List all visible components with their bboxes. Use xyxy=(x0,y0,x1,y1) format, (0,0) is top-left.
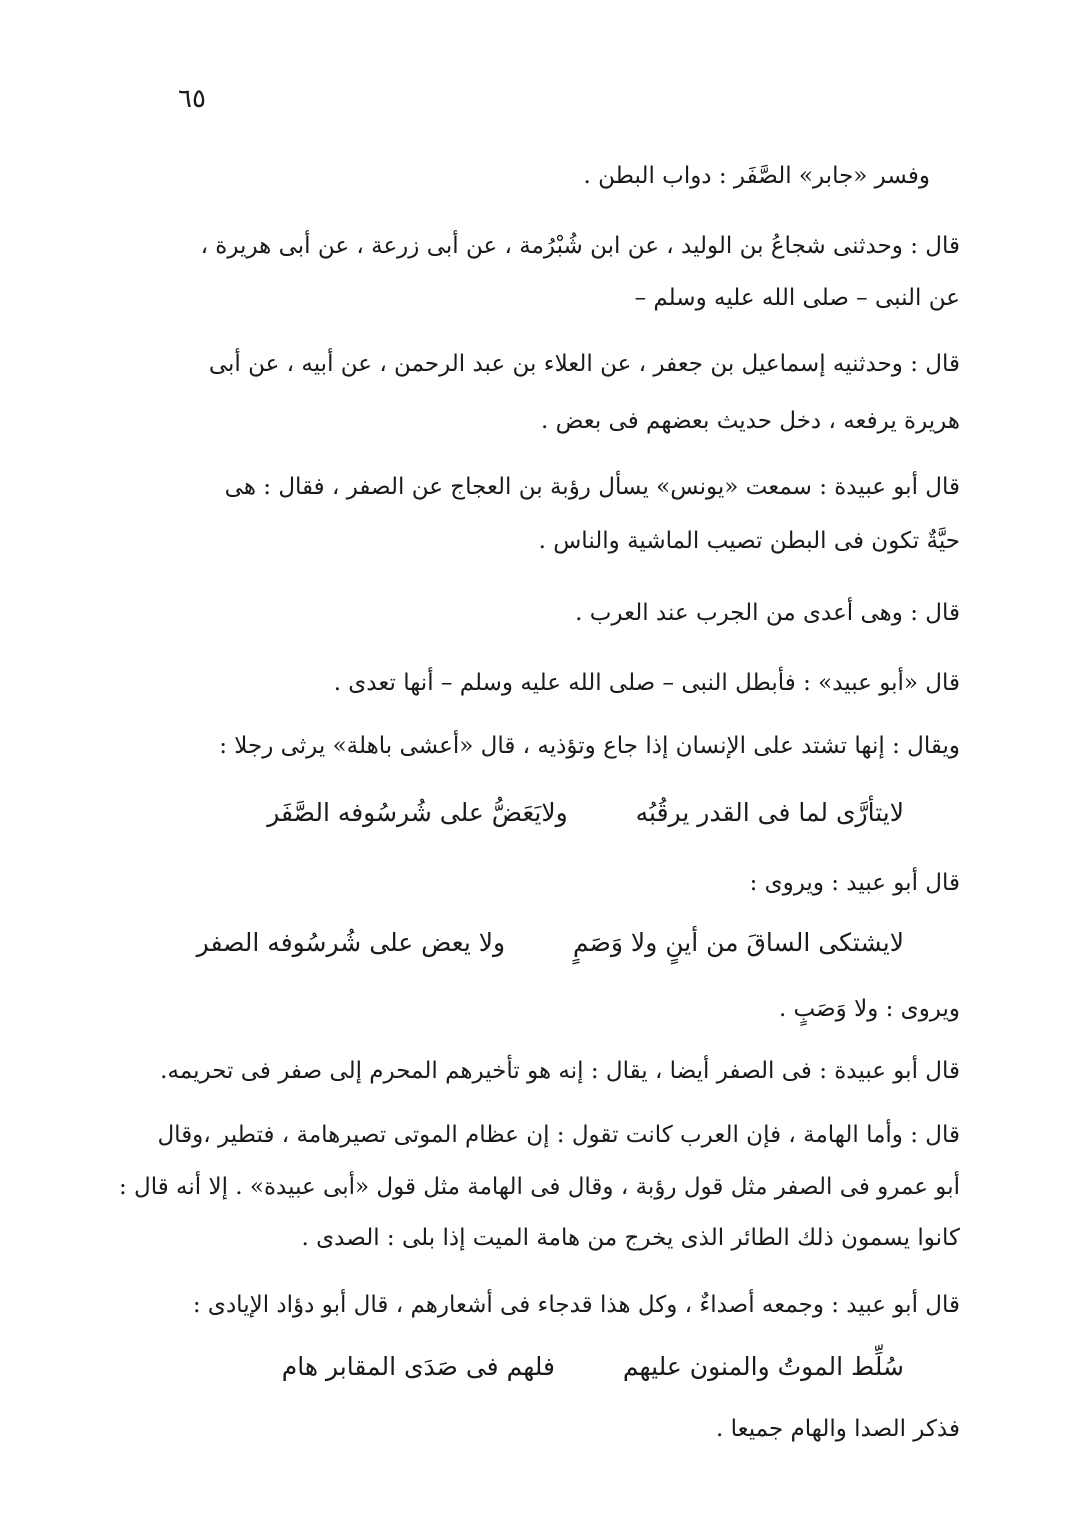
line-after-verse-1: قال أبو عبيد : ويروى : xyxy=(749,870,960,896)
paragraph-4-line-2: حيَّةٌ تكون فى البطن تصيب الماشية والناس . xyxy=(538,528,960,554)
paragraph-10-line-1: قال أبو عبيد : وجمعه أصداءٌ ، وكل هذا قدجاء فى أشعارهم ، قال أبو دؤاد الإيادى : xyxy=(192,1292,960,1318)
paragraph-5-line-1: قال : وهى أعدى من الجرب عند العرب . xyxy=(575,600,960,626)
paragraph-3-line-2: هريرة يرفعه ، دخل حديث بعضهم فى بعض . xyxy=(540,408,960,434)
paragraph-9-line-2: أبو عمرو فى الصفر مثل قول رؤبة ، وقال فى الهامة مثل قول «أبى عبيدة» . إلا أنه قال : xyxy=(118,1174,960,1200)
last-line: فذكر الصدا والهام جميعا . xyxy=(716,1416,960,1442)
paragraph-7-line-1: ويقال : إنها تشتد على الإنسان إذا جاع وتؤذيه ، قال «أعشى باهلة» يرثى رجلا : xyxy=(219,733,960,759)
paragraph-1-line-1: وفسر «جابر» الصَّفَر : دواب البطن . xyxy=(583,163,930,189)
verse-2 xyxy=(197,928,904,957)
verse-3-second-hemistich: فلهم فى صَدَى المقابر هام xyxy=(281,1352,555,1381)
paragraph-9-line-3: كانوا يسمون ذلك الطائر الذى يخرج من هامة الميت إذا بلى : الصدى . xyxy=(301,1225,960,1251)
line-after-verse-2: ويروى : ولا وَصَبٍ . xyxy=(778,996,960,1022)
paragraph-3-line-1: قال : وحدثنيه إسماعيل بن جعفر ، عن العلاء بن عبد الرحمن ، عن أبيه ، عن أبى xyxy=(208,351,960,377)
verse-2-first-hemistich: لايشتكى الساقَ من أينٍ ولا وَصَمٍ xyxy=(573,928,904,957)
paragraph-2-line-1: قال : وحدثنى شجاعُ بن الوليد ، عن ابن شُبْرُمة ، عن أبى زرعة ، عن أبى هريرة ، xyxy=(200,233,960,259)
verse-3-first-hemistich: سُلِّط الموتُ والمنون عليهم xyxy=(622,1352,904,1381)
verse-1-second-hemistich: ولايَعَضُّ على شُرسُوفه الصَّفَر xyxy=(267,798,568,827)
paragraph-2-line-2: عن النبى – صلى الله عليه وسلم – xyxy=(634,285,960,311)
verse-1-first-hemistich: لايتأرَّى لما فى القدر يرقُبُه xyxy=(635,798,904,827)
page-number: ٦٥ xyxy=(178,84,206,114)
paragraph-9-line-1: قال : وأما الهامة ، فإن العرب كانت تقول : إن عظام الموتى تصيرهامة ، فتطير ،وقال xyxy=(157,1122,960,1148)
paragraph-6-line-1: قال «أبو عبيد» : فأبطل النبى – صلى الله عليه وسلم – أنها تعدى . xyxy=(333,670,960,696)
paragraph-8-line-1: قال أبو عبيدة : فى الصفر أيضا ، يقال : إنه هو تأخيرهم المحرم إلى صفر فى تحريمه. xyxy=(160,1058,960,1084)
verse-3 xyxy=(282,1352,904,1381)
paragraph-4-line-1: قال أبو عبيدة : سمعت «يونس» يسأل رؤبة بن العجاج عن الصفر ، فقال : هى xyxy=(224,474,960,500)
verse-1 xyxy=(267,798,904,827)
verse-2-second-hemistich: ولا يعض على شُرسُوفه الصفر xyxy=(196,928,506,957)
